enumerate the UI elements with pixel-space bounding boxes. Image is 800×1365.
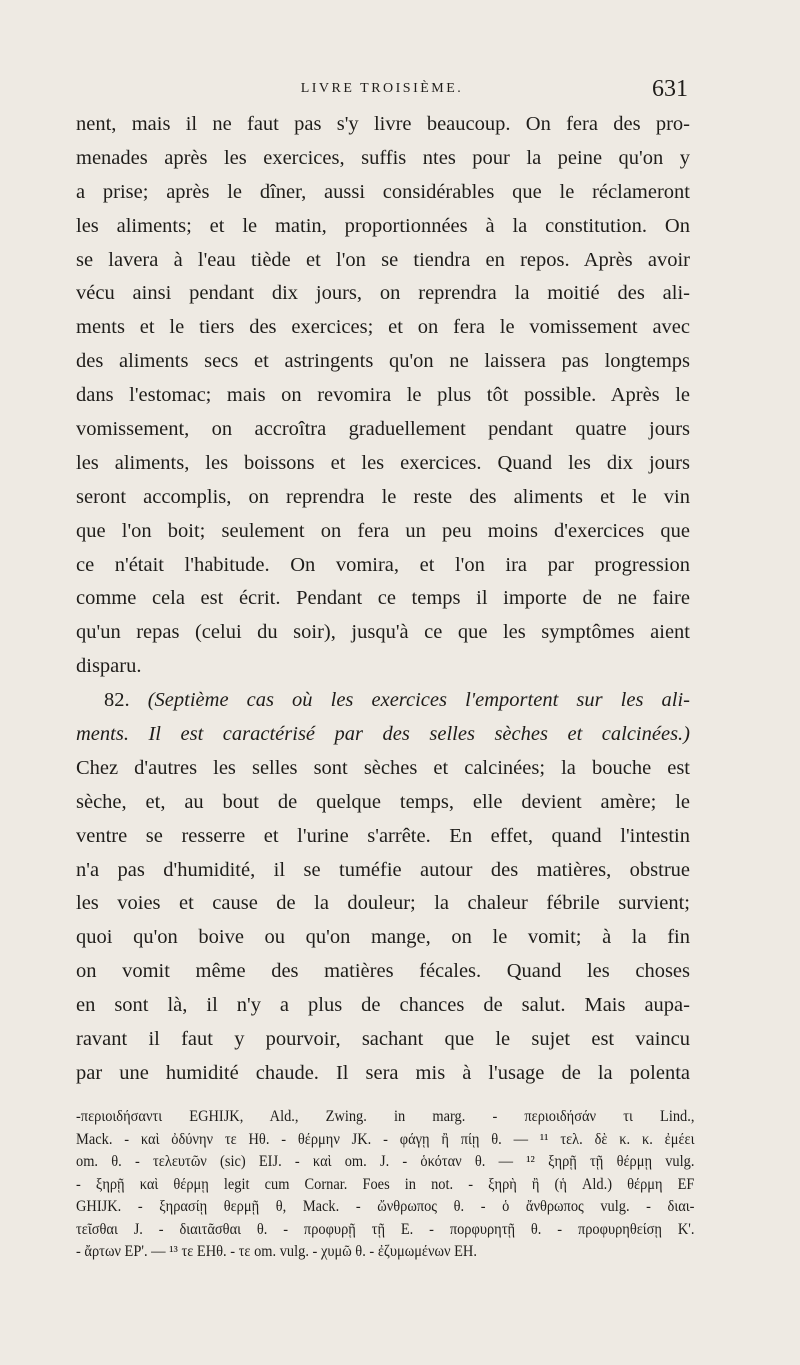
text-line: Chez d'autres les selles sont sèches et calcinées; la bouche est xyxy=(76,756,690,779)
footnote-line: - ἄρτων EP'. — ¹³ τε EHθ. - τε om. vulg. - χυμῶ θ. - ἐζυμωμένων EH. xyxy=(76,1243,477,1260)
text-line: nent, mais il ne faut pas s'y livre beaucoup. On fera des pro- xyxy=(76,113,690,135)
text-line: on vomit même des matières fécales. Quand les choses xyxy=(76,960,690,983)
text-line: a prise; après le dîner, aussi considérables que le réclameront xyxy=(76,180,690,203)
text-line: comme cela est écrit. Pendant ce temps il importe de ne faire xyxy=(76,587,690,610)
text-line: qu'un repas (celui du soir), jusqu'à ce que les symptômes aient xyxy=(76,621,690,644)
text-line: se lavera à l'eau tiède et l'on se tiendra en repos. Après avoir xyxy=(76,248,690,271)
text-line: par une humidité chaude. Il sera mis à l'usage de la polenta xyxy=(76,1061,690,1084)
page-number: 631 xyxy=(652,76,688,102)
text-line: n'a pas d'humidité, il se tuméfie autour des matières, obstrue xyxy=(76,858,690,881)
text-line: que l'on boit; seulement on fera un peu moins d'exercices que xyxy=(76,519,690,542)
main-text xyxy=(76,108,690,1091)
section-heading-continued xyxy=(76,718,690,752)
footnote-line: GHIJK. - ξηρασίῃ θερμῇ θ, Mack. - ὤνθρωπος θ. - ὁ ἄνθρωπος vulg. - διαι- xyxy=(76,1198,695,1215)
text-line: sèche, et, au bout de quelque temps, elle devient amère; le xyxy=(76,790,690,813)
footnote-line: -περιοιδήσαντι EGHIJK, Ald., Zwing. in marg. - περιοιδήσάν τι Lind., xyxy=(76,1108,695,1125)
text-line: menades après les exercices, suffis ntes pour la peine qu'on y xyxy=(76,146,690,169)
running-title: LIVRE TROISIÈME. xyxy=(300,81,464,96)
text-line: les aliments, les boissons et les exercices. Quand les dix jours xyxy=(76,451,690,474)
text-line: ce n'était l'habitude. On vomira, et l'on ira par progression xyxy=(76,553,690,576)
text-line: des aliments secs et astringents qu'on ne laissera pas longtemps xyxy=(76,350,690,373)
text-line: ravant il faut y pourvoir, sachant que le sujet est vaincu xyxy=(76,1028,690,1051)
footnote-line: om. θ. - τελευτῶν (sic) EIJ. - καὶ om. J. - ὁκόταν θ. — ¹² ξηρῇ τῇ θέρμῃ vulg. xyxy=(76,1153,695,1170)
text-line: les voies et cause de la douleur; la chaleur fébrile survient; xyxy=(76,892,690,915)
page-header xyxy=(76,78,688,102)
text-line: en sont là, il n'y a plus de chances de salut. Mais aupa- xyxy=(76,994,690,1017)
footnote-line: - ξηρῇ καὶ θέρμῃ legit cum Cornar. Foes in not. - ξηρὴ ἢ (ἡ Ald.) θέρμη EF xyxy=(76,1175,695,1193)
footnote-line: τεῖσθαι J. - διαιτᾶσθαι θ. - προφυρῇ τῇ E. - πορφυρητῇ θ. - προφυρηθείσῃ K'. xyxy=(76,1220,695,1238)
text-line: vécu ainsi pendant dix jours, on reprendra la moitié des ali- xyxy=(76,282,690,305)
section-heading xyxy=(76,684,690,718)
footnote-line: Mack. - καὶ ὀδύνην τε Hθ. - θέρμην JK. - φάγῃ ἢ πίῃ θ. — ¹¹ τελ. δὲ κ. κ. ἐμέει xyxy=(76,1130,695,1148)
footnotes xyxy=(76,1106,694,1264)
text-line: ventre se resserre et l'urine s'arrête. En effet, quand l'intestin xyxy=(76,824,690,847)
text-line: vomissement, on accroîtra graduellement pendant quatre jours xyxy=(76,418,690,441)
text-line: quoi qu'on boive ou qu'on mange, on le vomit; à la fin xyxy=(76,926,690,949)
text-line: disparu. xyxy=(76,655,142,678)
text-line: les aliments; et le matin, proportionnées à la constitution. On xyxy=(76,214,690,237)
text-line: ments et le tiers des exercices; et on fera le vomissement avec xyxy=(76,316,690,339)
section-heading-line: ments. Il est caractérisé par des selles sèches et calcinées.) xyxy=(76,723,690,746)
text-line: seront accomplis, on reprendra le reste des aliments et le vin xyxy=(76,485,690,508)
section-heading-line: (Septième cas où les exercices l'emportent sur les ali- xyxy=(147,689,690,712)
text-line: dans l'estomac; mais on revomira le plus tôt possible. Après le xyxy=(76,384,690,407)
section-number: 82. xyxy=(104,689,130,712)
